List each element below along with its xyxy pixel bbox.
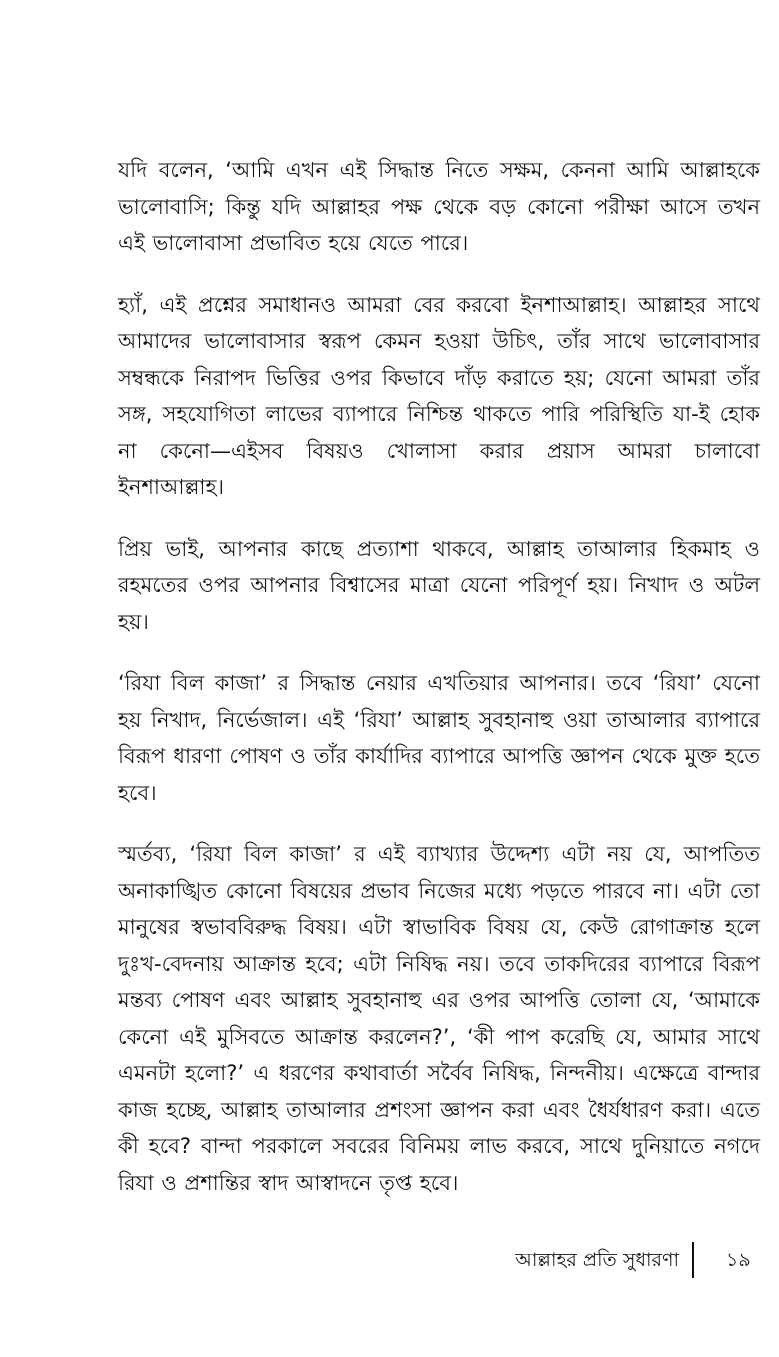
paragraph-3: প্রিয় ভাই, আপনার কাছে প্রত্যাশা থাকবে, আল্লাহ তাআলার হিকমাহ ও রহমতের ওপর আপনার বিশ্বাসের মাত্রা যেনো পরিপূর্ণ হয়। নিখাদ ও অটল হয়।: [118, 536, 760, 634]
paragraph-4: ‘রিযা বিল কাজা’ র সিদ্ধান্ত নেয়ার এখতিয়ার আপনার। তবে ‘রিযা’ যেনো হয় নিখাদ, নির্ভেজাল। এই ‘রিযা’ আল্লাহ সুবহানাহু ওয়া তাআলার ব্যাপারে বিরূপ ধারণা পোষণ ও তাঁর কার্যাদির ব্যাপারে আপত্তি জ্ঞাপন থেকে মুক্ত হতে হবে।: [118, 671, 760, 805]
page-footer: [0, 1240, 779, 1280]
running-footer-title: আল্লাহর প্রতি সুধারণা: [515, 1249, 679, 1271]
paragraph-5: স্মর্তব্য, ‘রিযা বিল কাজা’ র এই ব্যাখ্যার উদ্দেশ্য এটা নয় যে, আপতিত অনাকাঙ্খিত কোনো বিষয়ের প্রভাব নিজের মধ্যে পড়তে পারবে না। এটা তো মানুষের স্বভাববিরুদ্ধ বিষয়। এটা স্বাভাবিক বিষয় যে, কেউ রোগাক্রান্ত হলে দুঃখ-বেদনায় আক্রান্ত হবে; এটা নিষিদ্ধ নয়। তবে তাকদিরের ব্যাপারে বিরূপ মন্তব্য পোষণ এবং আল্লাহ সুবহানাহু এর ওপর আপত্তি তোলা যে, ‘আমাকে কেনো এই মুসিবতে আক্রান্ত করলেন?’, ‘কী পাপ করেছি যে, আমার সাথে এমনটা হলো?’ এ ধরণের কথাবার্তা সর্বৈব নিষিদ্ধ, নিন্দনীয়। এক্ষেত্রে বান্দার কাজ হচ্ছে, আল্লাহ তাআলার প্রশংসা জ্ঞাপন করা এবং ধৈর্যধারণ করা। এতে কী হবে? বান্দা পরকালে সবরের বিনিময় লাভ করবে, সাথে দুনিয়াতে নগদে রিযা ও প্রশান্তির স্বাদ আস্বাদনে তৃপ্ত হবে।: [118, 842, 760, 1195]
footer-divider: [692, 1242, 694, 1278]
paragraph-1: যদি বলেন, ‘আমি এখন এই সিদ্ধান্ত নিতে সক্ষম, কেননা আমি আল্লাহকে ভালোবাসি; কিন্তু যদি আল্লাহর পক্ষ থেকে বড় কোনো পরীক্ষা আসে তখন এই ভালোবাসা প্রভাবিত হয়ে যেতে পারে।: [118, 158, 760, 255]
page-number: ১৯: [726, 1249, 751, 1271]
paragraph-2: হ্যাঁ, এই প্রশ্নের সমাধানও আমরা বের করবো ইনশাআল্লাহ। আল্লাহর সাথে আমাদের ভালোবাসার স্বরূপ কেমন হওয়া উচিৎ, তাঁর সাথে ভালোবাসার সম্বন্ধকে নিরাপদ ভিত্তির ওপর কিভাবে দাঁড় করাতে হয়; যেনো আমরা তাঁর সঙ্গ, সহযোগিতা লাভের ব্যাপারে নিশ্চিন্ত থাকতে পারি পরিস্থিতি যা-ই হোক না কেনো—এইসব বিষয়ও খোলাসা করার প্রয়াস আমরা চালাবো ইনশাআল্লাহ।: [118, 292, 760, 499]
page-body: [118, 152, 760, 1226]
